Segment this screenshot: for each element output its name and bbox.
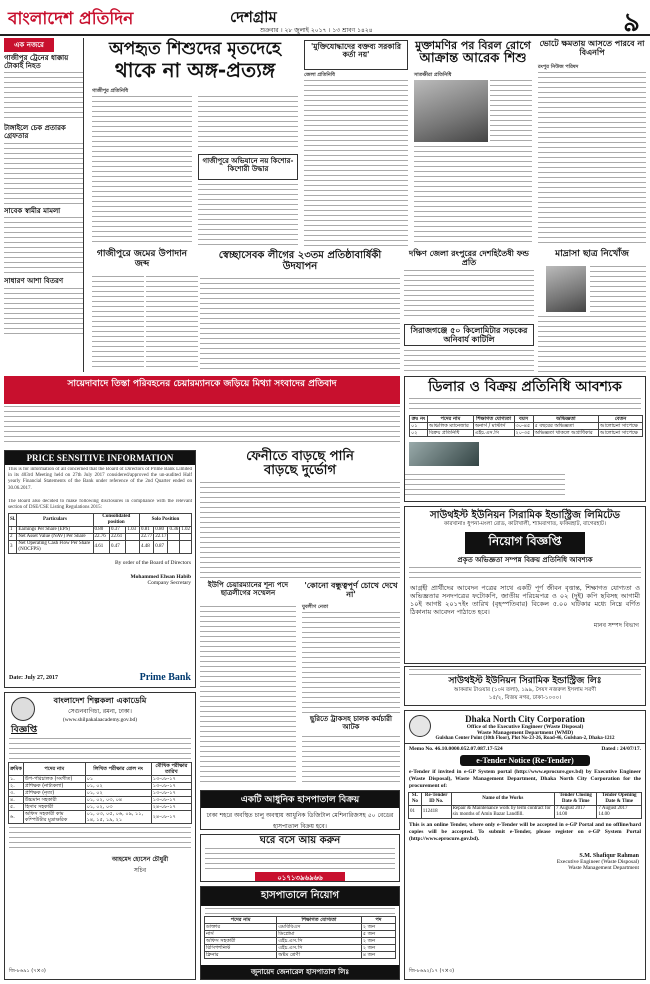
gazipur-text (146, 276, 198, 370)
table-row: 2 Net Asset Value (NAV) Per Share 22.76 22.61 22.77 22.17 (9, 534, 192, 541)
water-sub-text (302, 736, 400, 786)
product-photo (409, 442, 479, 466)
table-row: ২. প্রশিক্ষক (নাট্যকলা) ০১, ০২ ১৩-০৮-১৭ (9, 782, 192, 789)
water-sub-text (200, 606, 296, 786)
dealer-title: ডিলার ও বিক্রয় প্রতিনিধি আবশ্যক (428, 379, 622, 395)
water-sub-text (302, 612, 400, 714)
interview-table: ক্রমিক পদের নাম লিখিত পরীক্ষার রোল নং মৌখিক পরীক্ষার তারিখ ১. উপ-পরিচালক (সংগীত) ০১ ১৩-০৮-১৭ ২. প্রশিক্ষক (নাট্যকলা) ০১, ০২ ১৩-০৮-১৭ ৩. প্রশিক্ষক (নৃত্য) ০১, ০২ ১৩-০৮-১৭ ৪. উচ্চমান সহকারী ০১, ০২, ০৩, ০৪ ১৩-০৮-১৭ ৫. হিসাব সহকারী ০১, ০২, ০৩ ২৪-০৮-১৭ ৬. অফিস সহকারী কাম কম্পিউটার মুদ্রাক্ষরিক ০১, ০৩, ০৫, ০৬, ০৯, ১১, ১৪, ১৫, ১৯, ২১ ২৪-০৮-১৭ (8, 762, 192, 824)
hospital-sale-title: একটি আধুনিক হাসপাতাল বিক্রয় (201, 791, 399, 808)
table-row: ৩. প্রশিক্ষক (নৃত্য) ০১, ০২ ১৩-০৮-১৭ (9, 789, 192, 796)
price-signer-title: Company Secretary (147, 580, 191, 586)
table-row: নার্স ডিপ্লোমা ৫ জন (205, 931, 396, 938)
academy-address: সেগুনবাগিচা, রমনা, ঢাকা। (68, 707, 132, 715)
water-sub-headline: 'কোনো বন্ধুত্বপূর্ণ চোখে দেখে না' (304, 581, 398, 599)
recruit-title: নিয়োগ বিজ্ঞপ্তি (465, 532, 585, 554)
shilpakala-notice (4, 692, 196, 980)
price-notice (4, 450, 196, 688)
hospital-name: জুনায়েদ জেনারেল হাসপাতাল লিঃ (201, 965, 399, 979)
notice-title: বিজ্ঞপ্তি (11, 724, 38, 735)
page-number: ৯ (623, 8, 640, 38)
table-row: ০২ বিক্রয় প্রতিনিধি এইচ.এস.সি ২০-৩৫ অভিজ্ঞতা থাকলে অগ্রাধিকার আলোচনা সাপেক্ষে (410, 430, 643, 437)
table-row: ০১ আঞ্চলিক ম্যানেজার অনার্স / মাস্টার্স ৩০-৪৫ ৫ বছরের অভিজ্ঞতা আলোচনা সাপেক্ষে (410, 423, 643, 430)
work-ad-title: ঘরে বসে আয় করুন (259, 835, 341, 846)
apply-instructions: আগ্রহী প্রার্থীদের আবেদন পত্রের সাথে একটি পূর্ণ জীবন বৃত্তান্ত, শিক্ষাগত যোগ্যতা ও অভিজ্ঞতার সনদপত্রের ফটোকপি, জাতীয় পরিচয়পত্র ও ০২ (দুই) কপি ছবিসহ আগামী ১০ই আগষ্ট ২০১৭ইং তারিখ (বৃহস্পতিবার) বিকেল ৫.০০ ঘটিকার মধ্যে নিম্নে বর্ণিত ঠিকানায় আবেদন পাঠাতে হবে। (410, 583, 640, 616)
brief-tag: এক নজরে (4, 38, 54, 52)
tender-signer-title: Executive Engineer (Waste Disposal) (556, 859, 639, 865)
price-body: The Board also decided to make following disclosures in compliance with the relevant section of DSE/CSE Listing Regulations 2015: (8, 499, 192, 511)
madrasa-text (538, 316, 646, 372)
protest-banner: সায়েদাবাদে তিস্তা পরিবহনের চেয়ারম্যানকে জড়িয়ে মিথ্যা সংবাদের প্রতিবাদ (4, 376, 400, 404)
hospital-recruit-title: হাসপাতালে নিয়োগ (201, 887, 399, 906)
dealer-footer-text (405, 474, 565, 498)
dncc-org: Dhaka North City Corporation (465, 714, 585, 724)
dncc-tender-notice (404, 710, 646, 980)
table-row: ৬. অফিস সহকারী কাম কম্পিউটার মুদ্রাক্ষরিক ০১, ০৩, ০৫, ০৬, ০৯, ১১, ১৪, ১৫, ১৯, ২১ ২৪-০৮-১৭ (9, 810, 192, 823)
company-name: সাউথইস্ট ইউনিয়ন সিরামিক ইন্ডাস্ট্রিজ লিমিটেড (430, 510, 620, 521)
ferry-headline: দক্ষিণ জেলা রংপুরের দেশহিতৈষী ফন্ড প্রতি (409, 249, 529, 267)
dealer-intro (409, 398, 641, 412)
price-title: PRICE SENSITIVE INFORMATION (5, 451, 195, 465)
price-signer: Mohammed Ehsan Habib (130, 574, 191, 580)
water-sub-headline: ইউপি চেয়ারম্যানের শূন্য পদে ছাত্রলীগের সম্মেলন (207, 581, 289, 597)
tender-signer: S.M. Shafiqur Rahman (579, 853, 639, 859)
ferry-text (404, 270, 534, 320)
table-row: ৪. উচ্চমান সহকারী ০১, ০২, ০৩, ০৪ ১৩-০৮-১৭ (9, 796, 192, 803)
volunteer-headline: স্বেচ্ছাসেবক লীগের ২৩তম প্রতিষ্ঠাবার্ষিকী উদযাপন (218, 250, 382, 272)
child-photo (414, 80, 488, 142)
dncc-address: Gulshan Center Point (10th Floor), Plot No-23-26, Road-46, Gulshan-2, Dhaka-1212 (405, 736, 645, 744)
brief-title: টাঙ্গাইলে চেক প্রতারক গ্রেফতার (4, 124, 66, 141)
brief-text (4, 143, 83, 205)
price-intro: This is for information of all concerned that the Board of Directors of Prime Bank Limited in its 403rd Meeting held on 27th July 2017 considered/approved the un-audited Half yearly Financial Statements of the Bank under reference of the 2nd Quarter ended on 30.06.2017. (8, 467, 192, 491)
bank-logo-text: Prime Bank (139, 672, 191, 683)
price-table: Sl. Particulars Consolidated position Solo Position 1 Earnings Per Share (EPS) 0.80 0.37 1.03 0.81 0.80 0.36 1.02 2 Net Asset Value (NAV) Per Share 22.76 22.61 22.77 22.17 3 Net Operating Cash Flow Per Share (NOCFPS) 4.61 0.47 4.48 0.87 (10, 514, 190, 552)
lead-byline: গাজীপুর প্রতিনিধি (92, 88, 129, 94)
water-sub-byline: যুবলীগ নেতা (302, 604, 329, 610)
water-headline: ফেনীতে বাড়ছে পানি বাড়ছে দুর্ভোগ (246, 449, 354, 479)
gazipur-text (92, 276, 144, 370)
memo-no: Memo No. 46.10.0000.052.07.087.17-524 (409, 746, 503, 752)
dncc-logo-icon (409, 715, 431, 737)
third-text (414, 146, 532, 246)
brief-text (4, 72, 83, 122)
volunteer-text (200, 278, 400, 370)
right-headline: ভোটে ক্ষমতায় আসতে পারবে না বিএনপি (539, 39, 645, 57)
work-ad-text (205, 848, 395, 870)
third-text (490, 80, 532, 142)
brief-column (4, 38, 84, 372)
brief-text (4, 288, 83, 338)
company-address: কারখানাঃ ধুপনা-মংলা রোড, কাটাখালী, শ্যামবাগাত, ফকিরহাট, বাগেরহাট। (444, 521, 606, 527)
masthead (0, 0, 650, 36)
quarantine-text (404, 350, 534, 372)
third-byline: সাতক্ষীরা প্রতিনিধি (414, 72, 452, 78)
gazipur-headline: গাজীপুরে জমের উপাদান জব্দ (96, 249, 188, 269)
academy-logo-icon (11, 697, 35, 721)
table-row: ১. উপ-পরিচালক (সংগীত) ০১ ১৩-০৮-১৭ (9, 775, 192, 782)
hospital-recruit-ad (200, 886, 400, 980)
tender-note: This is an online Tender, where only e-Tender will be accepted in e-GP Portal and no offline/hard copies will be accepted. To submit e-Tender, please register on e-GP System Portal (http://www.eprocure.gov.bd). (409, 822, 641, 842)
lead-headline: অপহৃত শিশুদের মৃতদেহে থাকে না অঙ্গ-প্রত্যঙ্গ (109, 39, 281, 82)
tender-signer-dept: Waste Management Department (568, 865, 639, 871)
right-byline: রংপুর নিউজ পরিষদ (538, 64, 579, 70)
price-order: By order of the Board of Directors (114, 560, 191, 566)
section-title: দেশগ্রাম (230, 8, 277, 26)
tender-table: SL No Re-Tender ID No. Name of the Works Tender Closing Date & Time Tender Opening Date & Time 01 112418 Repair & Maintenance work by term contract for six months of Amin Bazar Landfill. 7 August 2017 14.00 7 August 2017 14.00 (408, 792, 642, 819)
work-ad-contact: ০১৭১৩৯৬৯৬৬ (255, 872, 345, 882)
water-sub-headline: ছুরিতে ট্রাকসহ চালক কর্মচারী আটক (309, 715, 393, 731)
tender-title: e-Tender Notice (Re-Tender) (460, 755, 590, 766)
hr-address-line1: আকরাম টাওয়ার (১০ম তলা), ১৯৯, সৈয়দ নজরুল ইসলাম সরণী (453, 686, 597, 693)
hr-label: মানব সম্পদ বিভাগ (593, 621, 639, 629)
table-row: ক্লিনার অষ্টম শ্রেণী ৪ জন (205, 952, 396, 959)
table-row: ডাক্তার এমবিবিএস ২ জন (205, 924, 396, 931)
dealer-table: ক্রঃ নং পদের নাম শিক্ষাগত যোগ্যতা বয়স অভিজ্ঞতা বেতন ০১ আঞ্চলিক ম্যানেজার অনার্স / মাস্টার্স ৩০-৪৫ ৫ বছরের অভিজ্ঞতা আলোচনা সাপেক্ষে ০২ বিক্রয় প্রতিনিধি এইচ.এস.সি ২০-৩৫ অভিজ্ঞতা থাকলে অগ্রাধিকার আলোচনা সাপেক্ষে (409, 415, 643, 437)
table-row: 01 112418 Repair & Maintenance work by term contract for six months of Amin Bazar Landfill. 7 August 2017 14.00 7 August 2017 14.00 (409, 806, 642, 819)
newspaper-brand: বাংলাদেশ প্রতিদিন (8, 9, 134, 29)
notice-intro (9, 738, 191, 760)
right-text (538, 72, 646, 246)
hr-company: সাউথইস্ট ইউনিয়ন সিরামিক ইন্ডাস্ট্রিজ লিঃ (448, 676, 602, 686)
price-date: Date: July 27, 2017 (9, 675, 58, 681)
hospital-sale-ad (200, 790, 400, 830)
table-row: 1 Earnings Per Share (EPS) 0.80 0.37 1.03 0.81 0.80 0.36 1.02 (10, 527, 190, 532)
second-byline: জেলা প্রতিনিধি (304, 72, 335, 78)
dncc-dept: Waste Management Department (WMD) (476, 730, 574, 736)
notice-footnote (9, 827, 191, 851)
ceramic-hr-address (404, 666, 646, 706)
academy-name: বাংলাদেশ শিল্পকলা একাডেমি (53, 696, 147, 705)
memo-date: Dated : 24/07/17. (601, 746, 641, 752)
dncc-office: Office of the Executive Engineer (Waste Disposal) (466, 724, 584, 730)
lead-text (92, 96, 192, 246)
brief-title: সাধারণ আশা বিতরণ (4, 277, 64, 286)
recruit-post: প্রকৃত অভিজ্ঞতা সম্পন্ন বিক্রয় প্রতিনিধি আবশ্যক (457, 556, 593, 564)
water-text (200, 482, 400, 578)
tender-intro: e-Tender if invited in e-GP System portal (http://www.eprocure.gov.bd) by Executive Engineer (Waste Disposal), Waste Management Department, Dhaka North City Corporation for the procurement of: (409, 769, 641, 789)
madrasa-text (590, 266, 646, 312)
work-from-home-ad (200, 834, 400, 882)
table-row: অফিস সহকারী এইচ.এস.সি ২ জন (205, 938, 396, 945)
ceramic-recruit-ad (404, 506, 646, 664)
brief-text (4, 217, 83, 275)
lead-text (198, 96, 298, 150)
missing-student-photo (546, 266, 586, 312)
brief-title: গাজীপুর ট্রেনের ধাক্কায় টোকাই নিহত (4, 54, 69, 70)
hr-address-line2: ১৫/২, বিজয় নগর, ঢাকা-১০০০। (488, 694, 562, 701)
lead-side-title: গাজীপুরে অভিযানে নয় কিশোর-কিশোরী উদ্ধার (198, 154, 298, 180)
academy-url[interactable]: (www.shilpakalaacademy.gov.bd) (62, 716, 138, 723)
table-row: ৫. হিসাব সহকারী ০১, ০২, ০৩ ২৪-০৮-১৭ (9, 803, 192, 810)
lead-text (198, 184, 298, 246)
recruit-requirements (409, 567, 641, 581)
hospital-recruit-table: পদের নাম শিক্ষাগত যোগ্যতা পদ ডাক্তার এমবিবিএস ২ জন নার্স ডিপ্লোমা ৫ জন অফিস সহকারী এইচ.এস.সি ২ জন রিসিপশনিস্ট এইচ.এস.সি ২ জন ক্লিনার অষ্টম শ্রেণী ৪ জন (204, 916, 396, 959)
second-headline: 'মুক্তিযোদ্ধাদের বক্তব্য সরকারি কর্তা নয়' (304, 40, 408, 70)
protest-text (4, 406, 400, 446)
quarantine-headline: সিরাজগঞ্জে ৫০ কিলোমিটার সড়কের অনিবার্য কাটিলি (404, 324, 534, 346)
madrasa-headline: মাদ্রাসা ছাত্র নিখোঁজ (555, 249, 629, 259)
brief-title: সাবেক স্বামীর মামলা (4, 206, 61, 215)
table-row: 3 Net Operating Cash Flow Per Share (NOCFPS) 4.61 0.47 4.48 0.87 (9, 541, 192, 554)
ad-code: জি-৮৬৯২/১৭ (৭×৩) (409, 968, 455, 974)
second-text (304, 80, 408, 246)
table-row: রিসিপশনিস্ট এইচ.এস.সি ২ জন (205, 945, 396, 952)
signer-name: আহমেদ হোসেন চৌধুরী (111, 855, 169, 863)
date-line: শুক্রবার । ২৮ জুলাই ২০১৭ । ১৩ শ্রাবণ ১৪২৪ (260, 27, 373, 34)
signer-title: সচিব (133, 866, 147, 874)
dealer-ad (404, 376, 646, 502)
ad-code: জি-৮৬৯১ (৭×৩) (9, 968, 46, 974)
hospital-sale-body: ঢাকা শহরে অবস্থিত চালু অবস্থায় আধুনিক ডিজিটাল মেশিনারিজসহ ৫০ বেডের হাসপাতাল বিক্রয় হবে। (206, 812, 394, 830)
third-headline: মুক্তামণির পর বিরল রোগে আক্রান্ত আরেক শিশু (415, 39, 531, 67)
